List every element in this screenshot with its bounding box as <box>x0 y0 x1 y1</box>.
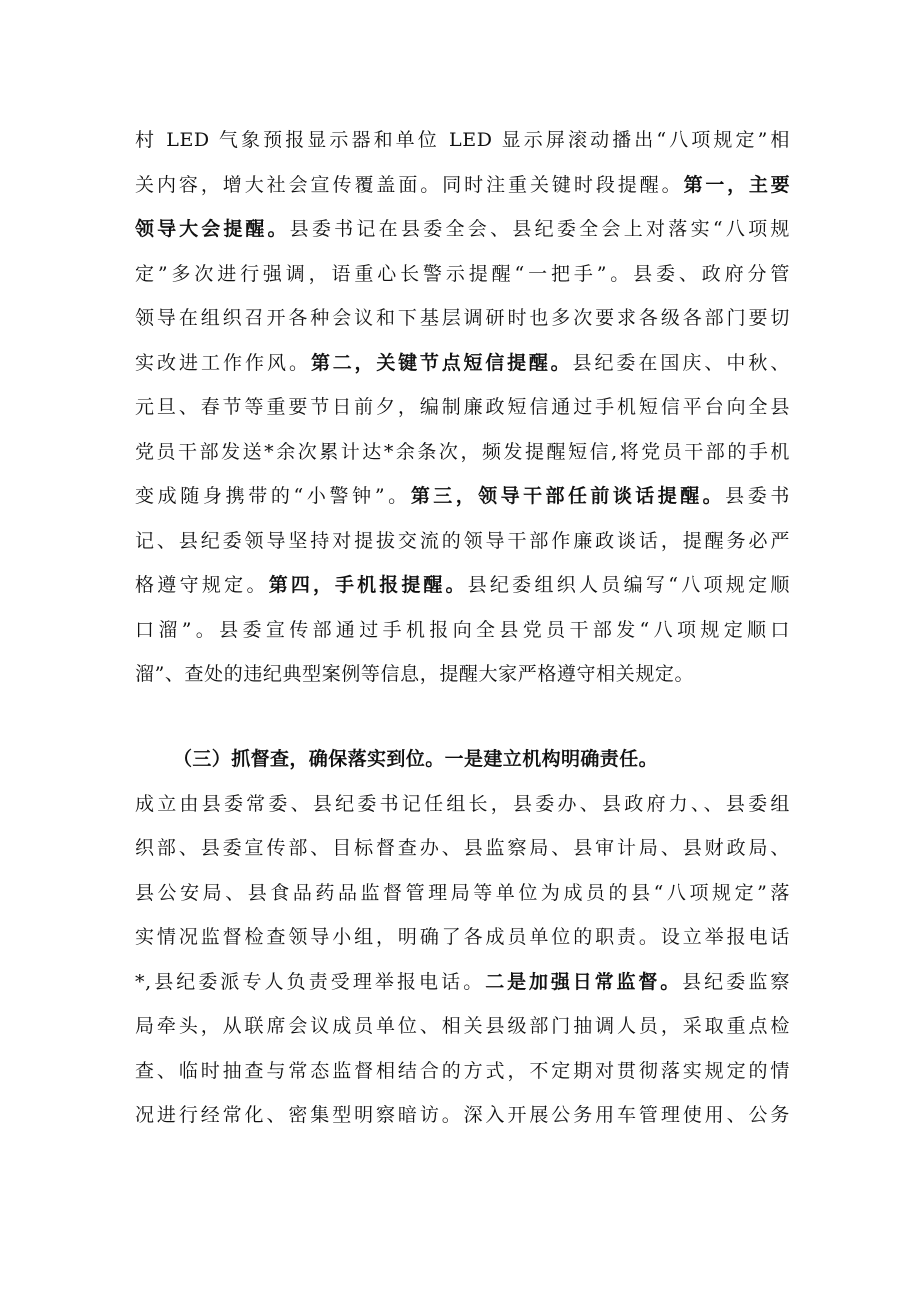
text-line: 口溜”。县委宣传部通过手机报向全县党员干部发“八项规定顺口 <box>135 618 790 641</box>
bold-heading-fourth: 第四，手机报提醒。 <box>268 574 468 596</box>
text-line: 实情况监督检查领导小组，明确了各成员单位的职责。设立举报电话 <box>135 926 790 948</box>
section-heading <box>135 737 790 782</box>
bold-heading-second: 第二，关键节点短信提醒。 <box>310 351 573 374</box>
text-line <box>135 163 790 208</box>
bold-heading-first-cont: 领导大会提醒。 <box>135 218 290 240</box>
text-line <box>135 207 790 252</box>
text-span: 实改进工作作风。 <box>135 351 311 374</box>
text-line: 定”多次进行强调，语重心长警示提醒“一把手”。县委、政府分管 <box>135 262 790 285</box>
text-line: 村 LED 气象预报显示器和单位 LED 显示屏滚动播出“八项规定”相 <box>135 129 790 151</box>
text-line: 况进行经常化、密集型明察暗访。深入开展公务用车管理使用、公务 <box>135 1104 790 1126</box>
bold-heading-daily-supervision: 二是加强日常监督。 <box>485 970 683 993</box>
text-line: 领导在组织召开各种会议和下基层调研时也多次要求各级各部门要切 <box>135 307 790 329</box>
text-span: *,县纪委派专人负责受理举报电话。 <box>135 970 486 993</box>
text-line: 元旦、春节等重要节日前夕，编制廉政短信通过手机短信平台向全县 <box>135 396 790 418</box>
text-line: 成立由县委常委、县纪委书记任组长，县委办、县政府力、、县委组 <box>135 792 790 815</box>
text-span: 县委书 <box>725 485 790 507</box>
text-line <box>135 960 790 1005</box>
text-span: 县委书记在县委全会、县纪委全会上对落实“八项规 <box>289 218 791 240</box>
text-line: 党员干部发送*余次累计达*余条次，频发提醒短信,将党员干部的手机 <box>135 440 790 463</box>
text-line <box>135 474 790 519</box>
text-line <box>135 563 790 608</box>
text-line: 织部、县委宣传部、目标督查办、县监察局、县审计局、县财政局、 <box>135 837 790 859</box>
text-span: 县纪委在国庆、中秋、 <box>572 351 790 374</box>
text-span: 关内容，增大社会宣传覆盖面。同时注重关键时段提醒。 <box>135 173 684 196</box>
paragraph-supervision <box>135 737 790 1138</box>
bold-heading-third: 第三，领导干部任前谈话提醒。 <box>410 485 726 507</box>
paragraph-reminders <box>135 118 790 697</box>
text-line: 溜”、查处的违纪典型案例等信息，提醒大家严格遵守相关规定。 <box>135 663 695 685</box>
section-heading-text: （三）抓督查，确保落实到位。一是建立机构明确责任。 <box>173 748 659 770</box>
text-span: 县纪委监察 <box>682 970 790 993</box>
text-span: 变成随身携带的“小警钟”。 <box>135 485 411 507</box>
text-line <box>135 341 790 386</box>
text-line: 记、县纪委领导坚持对提拔交流的领导干部作廉政谈话，提醒务必严 <box>135 529 790 552</box>
text-span: 县纪委组织人员编写“八项规定顺 <box>467 574 790 596</box>
text-span: 格遵守规定。 <box>135 574 269 596</box>
bold-heading-first: 第一，主要 <box>683 173 790 196</box>
text-line: 县公安局、县食品药品监督管理局等单位为成员的县“八项规定”落 <box>135 881 790 904</box>
text-line: 查、临时抽查与常态监督相结合的方式，不定期对贯彻落实规定的情 <box>135 1059 790 1082</box>
text-line: 局牵头，从联席会议成员单位、相关县级部门抽调人员，采取重点检 <box>135 1015 790 1037</box>
